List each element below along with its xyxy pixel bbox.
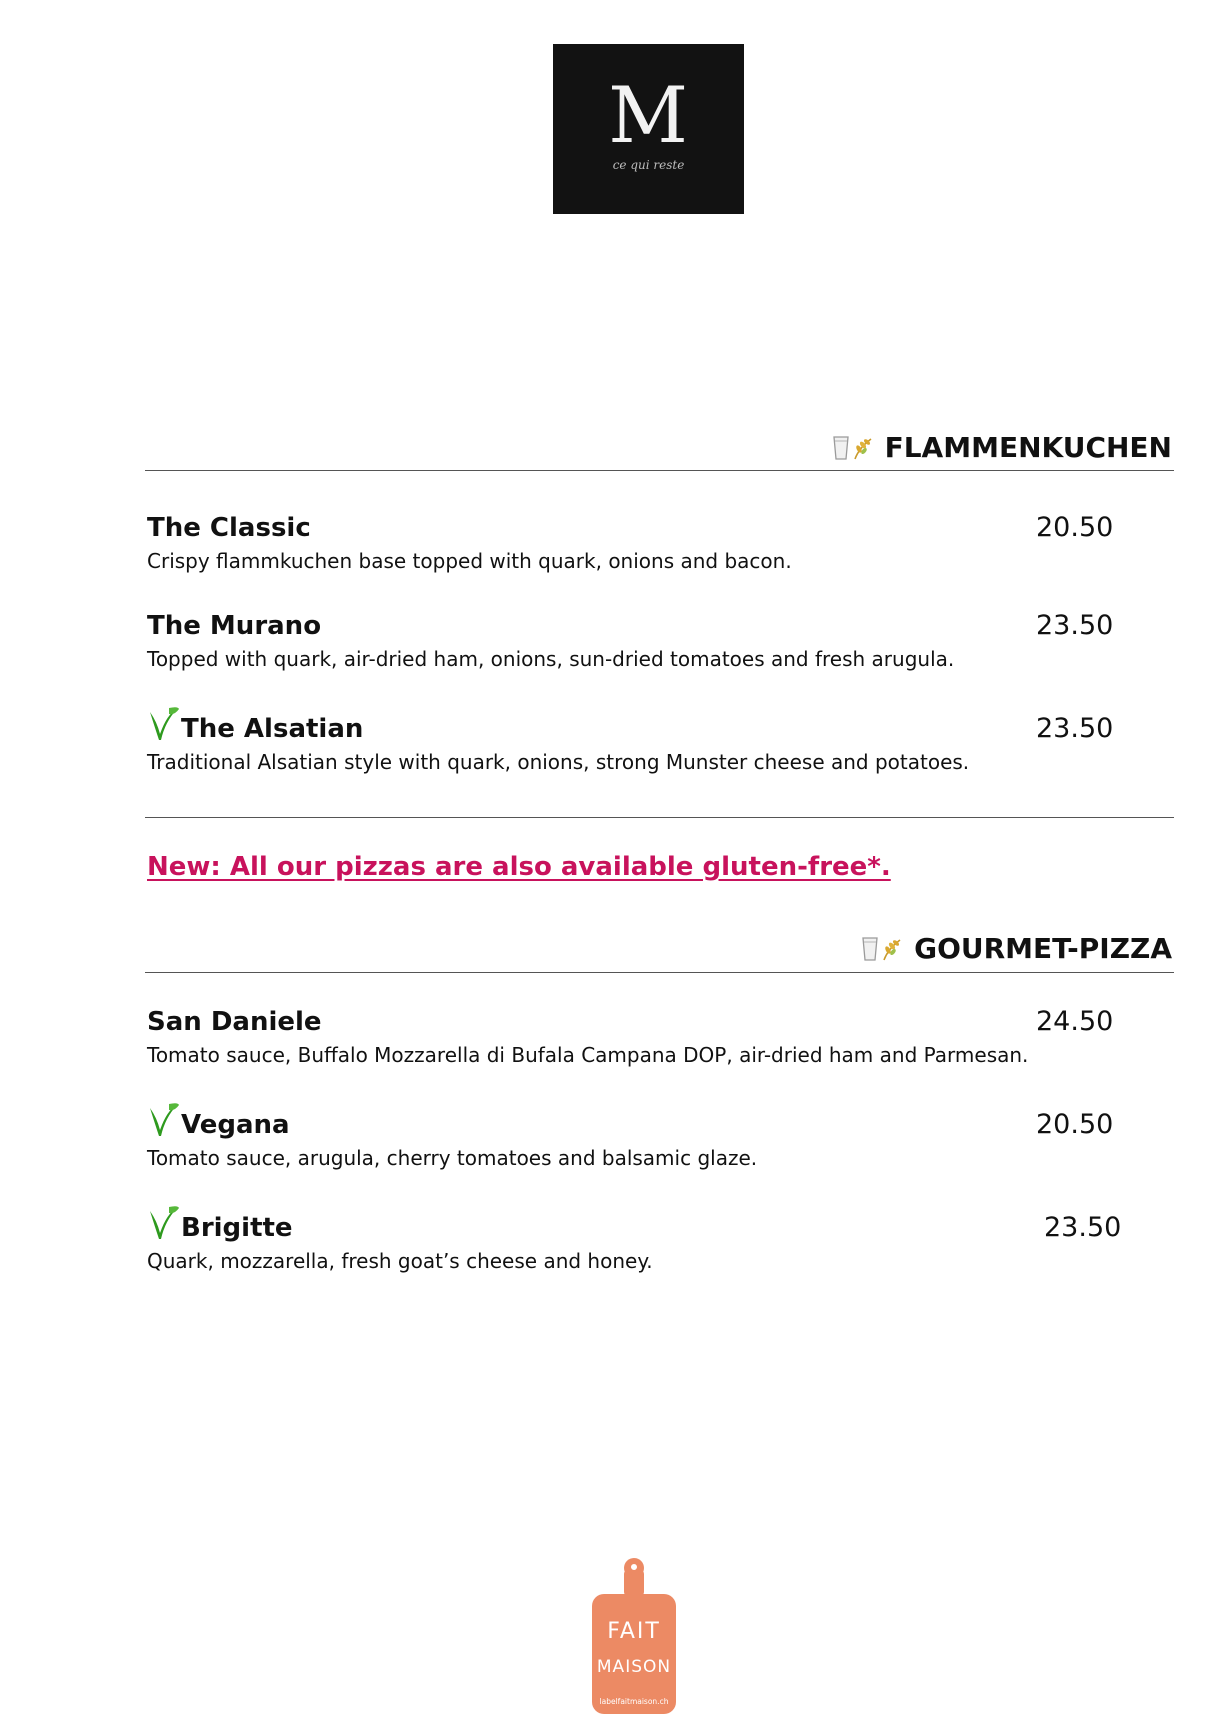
item-name: The Classic	[147, 513, 311, 543]
restaurant-logo	[553, 44, 744, 214]
section-divider	[145, 817, 1174, 818]
badge-url: labelfaitmaison.ch	[599, 1697, 669, 1706]
item-name: San Daniele	[147, 1007, 322, 1037]
menu-item	[147, 1005, 1147, 1069]
section-title: FLAMMENKUCHEN	[884, 431, 1172, 464]
item-price: 23.50	[1044, 1212, 1122, 1243]
item-name: Vegana	[181, 1110, 290, 1140]
item-description: Traditional Alsatian style with quark, onions, strong Munster cheese and potatoes.	[147, 750, 970, 774]
badge-line-2: MAISON	[596, 1657, 672, 1677]
logo-tagline: ce qui reste	[612, 158, 685, 172]
menu-item	[147, 511, 1147, 575]
item-name: The Alsatian	[181, 714, 364, 744]
section-title: GOURMET-PIZZA	[914, 932, 1172, 965]
item-description: Crispy flammkuchen base topped with quark, onions and bacon.	[147, 549, 792, 573]
menu-item	[147, 609, 1147, 673]
gluten-free-notice: New: All our pizzas are also available gluten-free*.	[147, 852, 891, 882]
menu-item	[147, 1211, 1147, 1275]
item-price: 24.50	[1036, 1006, 1114, 1037]
item-description: Topped with quark, air-dried ham, onions, sun-dried tomatoes and fresh arugula.	[147, 647, 955, 671]
section-divider	[145, 972, 1174, 973]
item-description: Tomato sauce, arugula, cherry tomatoes and balsamic glaze.	[147, 1146, 758, 1170]
fait-maison-badge	[590, 1556, 678, 1716]
item-name: Brigitte	[181, 1213, 293, 1243]
item-price: 23.50	[1036, 713, 1114, 744]
badge-line-1: FAIT	[607, 1619, 661, 1644]
item-price: 20.50	[1036, 512, 1114, 543]
milk-glass-icon	[862, 937, 878, 961]
item-description: Tomato sauce, Buffalo Mozzarella di Bufala Campana DOP, air-dried ham and Parmesan.	[147, 1043, 1029, 1067]
menu-item	[147, 712, 1147, 776]
section-header-flammenkuchen	[833, 431, 1172, 465]
vegetarian-icon	[147, 1102, 180, 1138]
section-header-gourmet-pizza	[862, 932, 1172, 966]
item-price: 20.50	[1036, 1109, 1114, 1140]
item-description: Quark, mozzarella, fresh goat’s cheese and honey.	[147, 1249, 653, 1273]
section-divider	[145, 470, 1174, 471]
item-price: 23.50	[1036, 610, 1114, 641]
milk-glass-icon	[833, 436, 849, 460]
vegetarian-icon	[147, 706, 180, 742]
menu-item	[147, 1108, 1147, 1172]
wheat-icon	[851, 436, 875, 460]
wheat-icon	[880, 937, 904, 961]
item-name: The Murano	[147, 611, 322, 641]
logo-letter: M	[608, 71, 689, 161]
vegetarian-icon	[147, 1205, 180, 1241]
